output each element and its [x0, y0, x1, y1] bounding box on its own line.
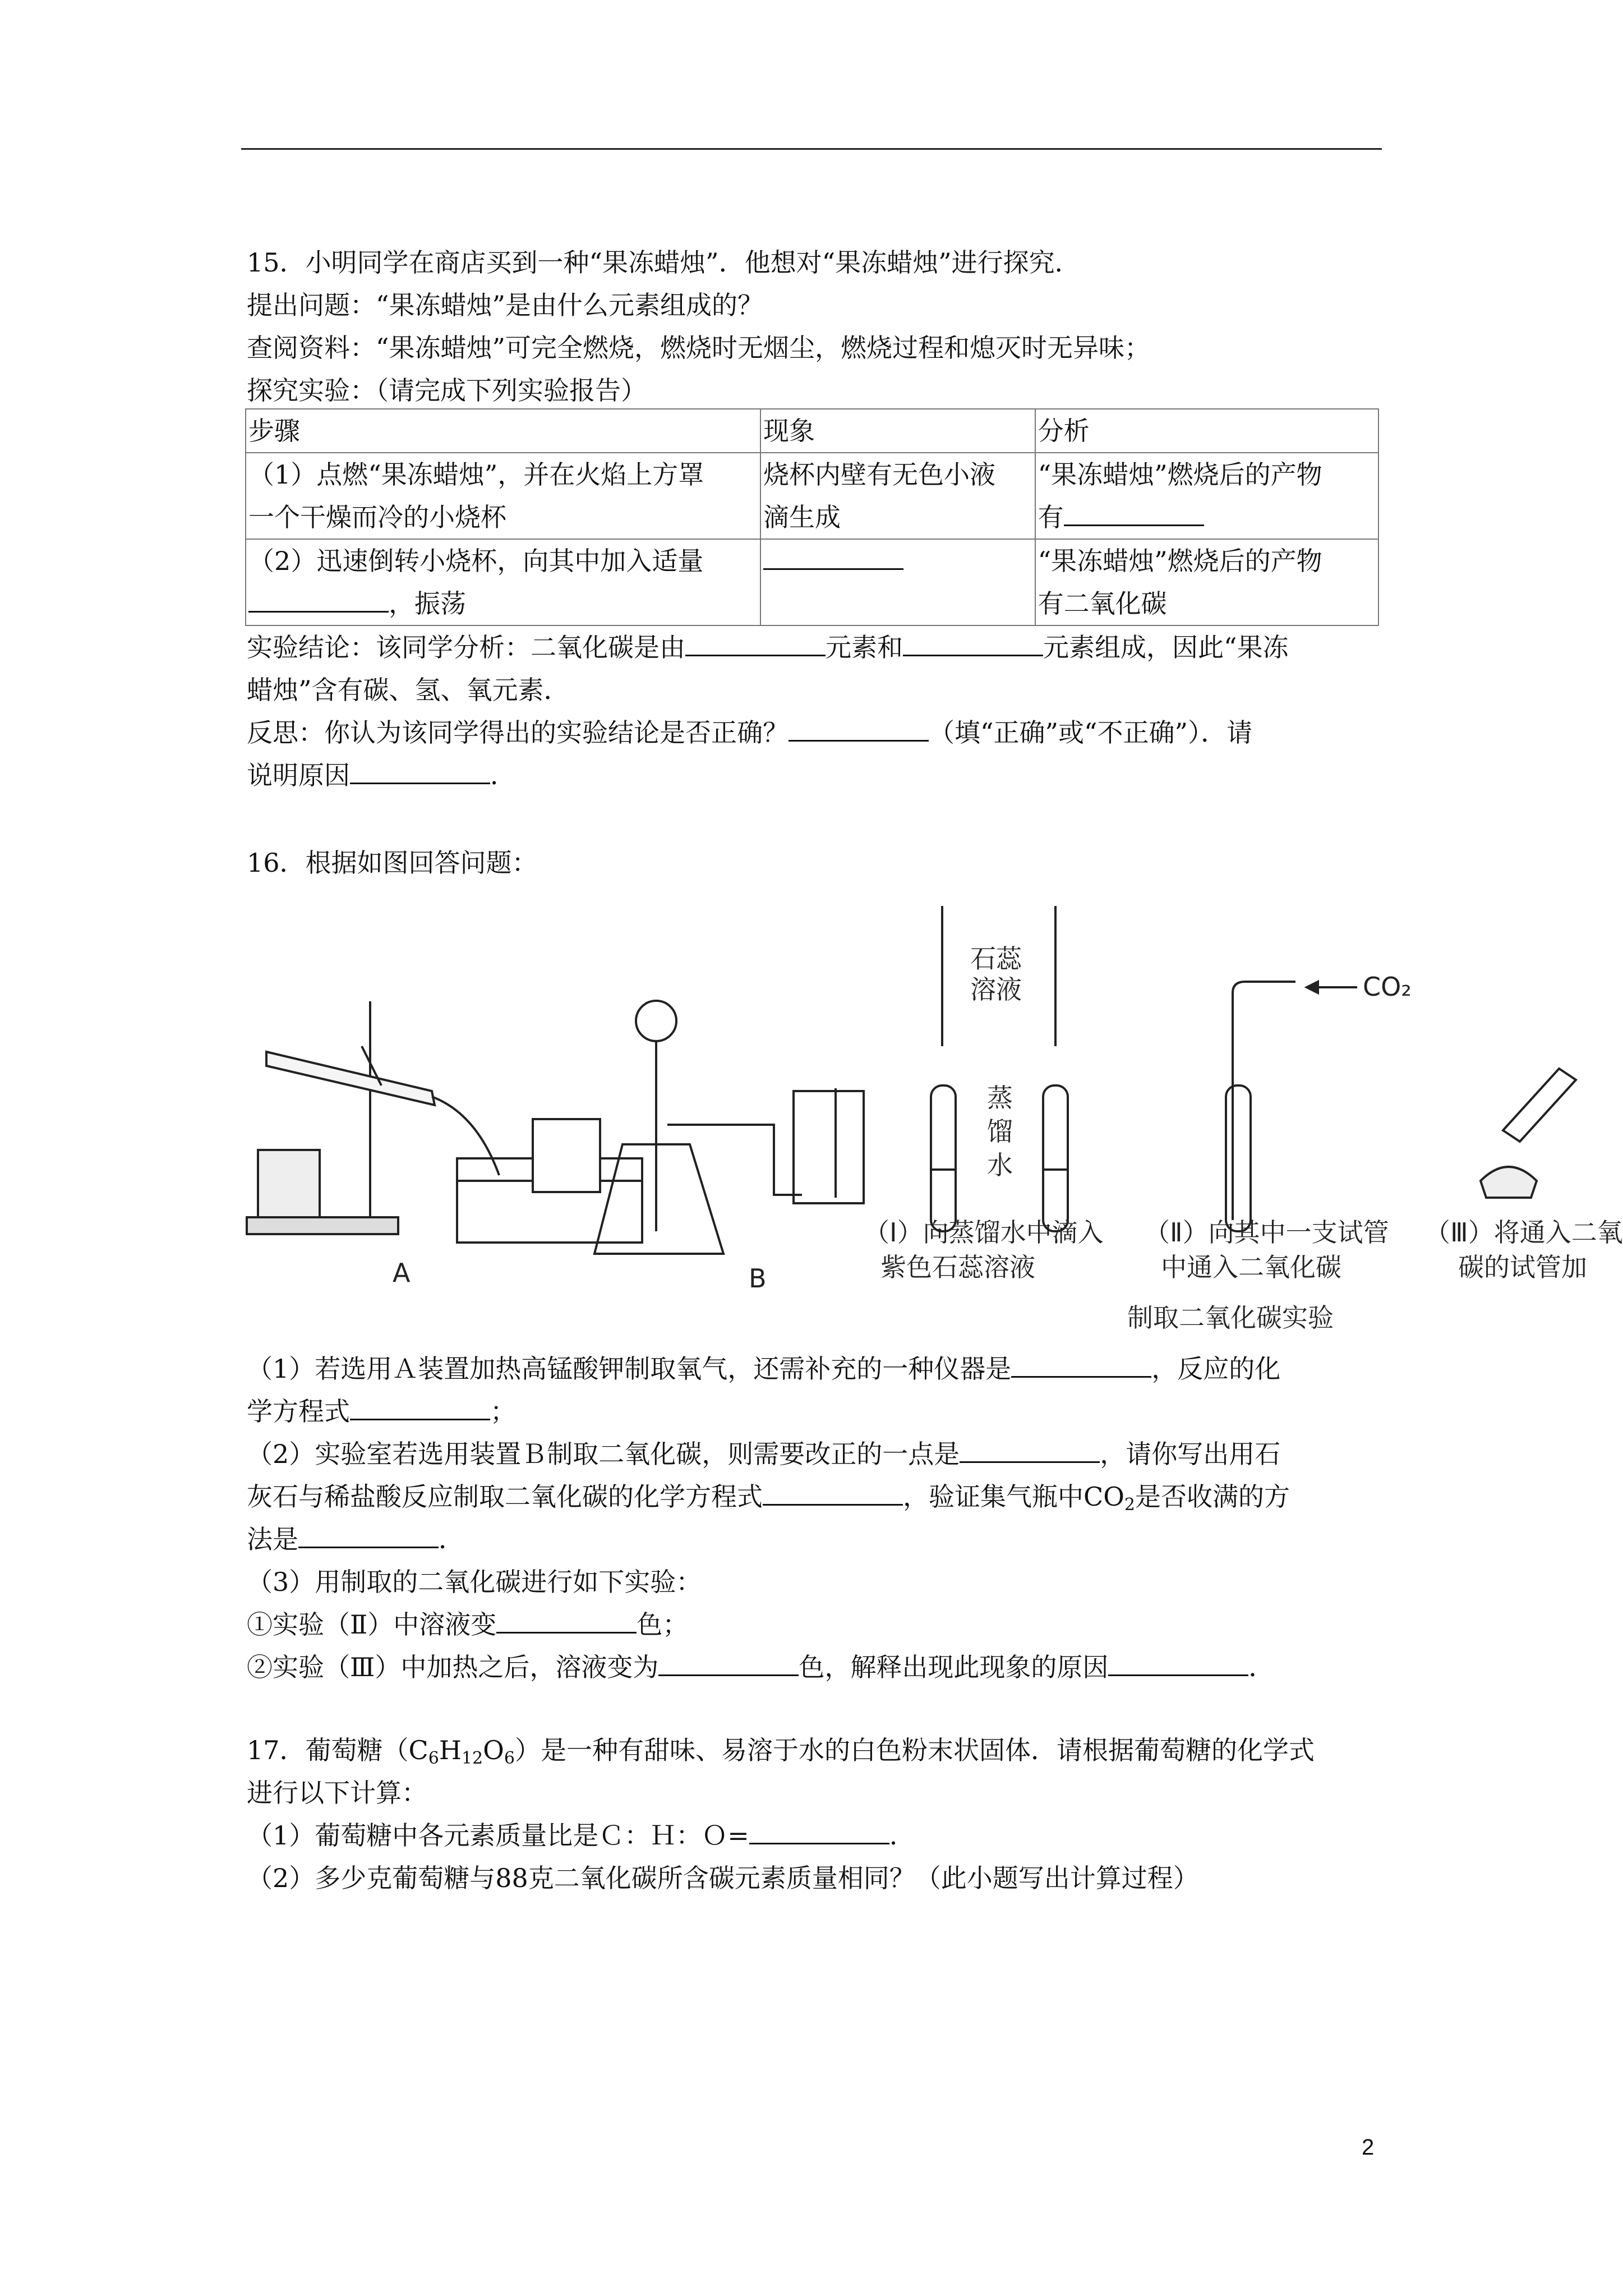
table-row — [246, 539, 1378, 625]
row1-analysis: “果冻蜡烛”燃烧后的产物 有 — [1035, 453, 1378, 539]
tube-i-right — [1043, 1085, 1068, 1231]
alcohol-lamp — [1481, 1167, 1537, 1198]
stand-base — [247, 1217, 398, 1234]
answer-blank[interactable] — [1108, 1650, 1248, 1676]
label-a: A — [393, 1258, 411, 1288]
answer-blank[interactable] — [789, 715, 929, 742]
figure-title: 制取二氧化碳实验 — [1127, 1303, 1334, 1333]
row2-step: （2）迅速倒转小烧杯，向其中加入适量 ，振荡 — [246, 539, 760, 625]
conical-flask — [594, 1144, 723, 1254]
b-gas-jar — [794, 1091, 864, 1203]
litmus-label-1: 石蕊 — [970, 944, 1022, 974]
answer-blank[interactable] — [1064, 500, 1204, 526]
answer-blank[interactable] — [763, 544, 903, 570]
q16-part1-cont: 学方程式 ； — [247, 1390, 516, 1433]
caption-ii-line1: （Ⅱ）向其中一支试管 — [1144, 1217, 1389, 1248]
answer-blank[interactable] — [658, 1650, 799, 1676]
apparatus-figure — [241, 884, 1623, 1343]
co2-inlet-tube — [1233, 982, 1295, 1220]
caption-iii-line1: （Ⅲ）将通入二氧 — [1424, 1217, 1623, 1248]
q15-conclusion: 实验结论：该同学分析：二氧化碳是由 元素和 元素组成，因此“果冻 — [247, 626, 1289, 669]
q15-question: 提出问题：“果冻蜡烛”是由什么元素组成的？ — [247, 290, 764, 320]
q16-part2: （2）实验室若选用装置Ｂ制取二氧化碳，则需要改正的一点是 ，请你写出用石 — [247, 1433, 1280, 1475]
experiment-report-table — [245, 408, 1379, 626]
row1-step: （1）点燃“果冻蜡烛”，并在火焰上方罩 一个干燥而冷的小烧杯 — [246, 453, 760, 539]
tube-ii — [1226, 1085, 1251, 1231]
answer-blank[interactable] — [903, 630, 1043, 656]
table-row — [246, 453, 1378, 539]
wood-block — [258, 1150, 320, 1217]
q17-part2: （2）多少克葡萄糖与88克二氧化碳所含碳元素质量相同？（此小题写出计算过程） — [247, 1863, 1199, 1893]
q17-line2: 进行以下计算： — [247, 1778, 427, 1808]
caption-i-line2: 紫色石蕊溶液 — [880, 1252, 1035, 1282]
answer-blank[interactable] — [685, 630, 826, 656]
co2-label: CO₂ — [1363, 972, 1412, 1002]
water-label-3: 水 — [987, 1150, 1013, 1180]
water-label-2: 馏 — [987, 1116, 1013, 1147]
q17-title: 17．葡萄糖$(C_6H_{12}O_6)$是一种有甜味、易溶于水的白色粉末状固体．请根据葡萄糖的化学式 — [247, 1735, 1315, 1768]
caption-i-line1: （Ⅰ）向蒸馏水中滴入 — [864, 1217, 1104, 1248]
answer-blank[interactable] — [350, 1394, 490, 1420]
table-header-row — [246, 409, 1378, 453]
caption-ii-line2: 中通入二氧化碳 — [1161, 1252, 1341, 1282]
q16-title: 16．根据如图回答问题： — [247, 848, 538, 878]
row2-phenomenon — [760, 539, 1035, 625]
tube-iii — [1503, 1069, 1576, 1142]
answer-blank[interactable] — [1011, 1351, 1151, 1378]
row1-phenomenon: 烧杯内壁有无色小液 滴生成 — [760, 453, 1035, 539]
page-number: 2 — [1362, 2135, 1375, 2160]
header-phenomenon: 现象 — [760, 409, 1035, 453]
tube-i-left — [931, 1085, 956, 1231]
delivery-tube — [432, 1097, 499, 1175]
b-delivery-tube — [667, 1125, 802, 1195]
gas-jar — [533, 1119, 600, 1192]
q15-experiment-intro: 探究实验：（请完成下列实验报告） — [247, 375, 647, 406]
answer-blank[interactable] — [298, 1522, 439, 1548]
answer-blank[interactable] — [248, 586, 389, 613]
test-tube — [266, 1052, 435, 1105]
caption-iii-line2: 碳的试管加 — [1458, 1252, 1587, 1282]
header-analysis: 分析 — [1035, 409, 1378, 453]
header-rule — [241, 148, 1382, 150]
answer-blank[interactable] — [350, 758, 490, 784]
funnel-bulb — [636, 1001, 676, 1041]
q15-conclusion-cont: 蜡烛”含有碳、氢、氧元素． — [247, 675, 570, 705]
q16-part2-end: 法是 ． — [247, 1518, 464, 1561]
header-step: 步骤 — [246, 409, 760, 453]
q16-part2-cont: 灰石与稀盐酸反应制取二氧化碳的化学方程式 ，验证集气瓶中$CO_2$是否收满的方 — [247, 1475, 1290, 1526]
litmus-label-2: 溶液 — [970, 974, 1022, 1005]
row2-analysis: “果冻蜡烛”燃烧后的产物 有二氧化碳 — [1035, 539, 1378, 625]
q17-part1: （1）葡萄糖中各元素质量比是Ｃ：Ｈ：Ｏ= ． — [247, 1814, 915, 1857]
answer-blank[interactable] — [763, 1479, 903, 1506]
q16-part3: （3）用制取的二氧化碳进行如下实验： — [247, 1567, 702, 1597]
water-label-1: 蒸 — [987, 1083, 1013, 1113]
answer-blank[interactable] — [749, 1818, 889, 1844]
q16-part3-2: ②实验（Ⅲ）中加热之后，溶液变为 色，解释出现此现象的原因 ． — [247, 1646, 1274, 1688]
q15-reflection: 反思：你认为该同学得出的实验结论是否正确？ （填“正确”或“不正确”）．请 — [247, 711, 1252, 754]
q16-part1: （1）若选用Ａ装置加热高锰酸钾制取氧气，还需补充的一种仪器是 ，反应的化 — [247, 1347, 1280, 1390]
label-b: B — [749, 1263, 767, 1294]
q15-reference: 查阅资料：“果冻蜡烛”可完全燃烧，燃烧时无烟尘，燃烧过程和熄灭时无异味； — [247, 333, 1151, 363]
q16-part3-1: ①实验（Ⅱ）中溶液变 色； — [247, 1603, 688, 1646]
q15-reflection-cont: 说明原因 ． — [247, 754, 516, 797]
q15-title: 15．小明同学在商店买到一种“果冻蜡烛”．他想对“果冻蜡烛”进行探究． — [247, 247, 1081, 278]
answer-blank[interactable] — [496, 1607, 637, 1634]
answer-blank[interactable] — [960, 1437, 1100, 1463]
